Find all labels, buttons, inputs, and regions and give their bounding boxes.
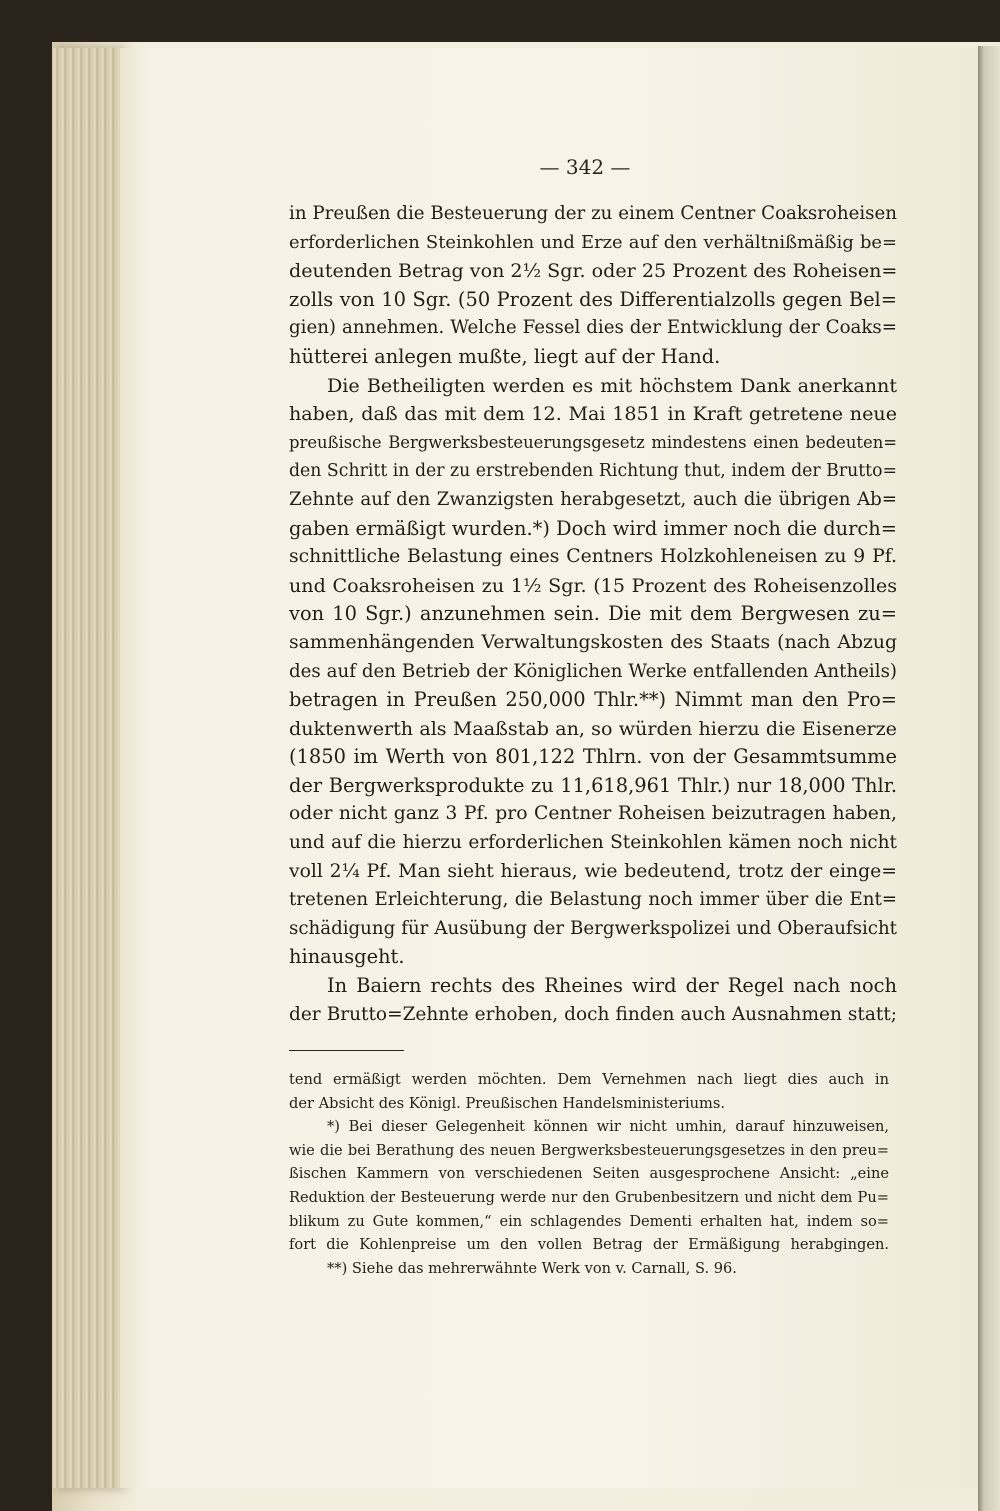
footnote-rule <box>289 1050 404 1051</box>
footnote-line: tend ermäßigt werden möchten. Dem Vernehmen nach liegt dies auch in <box>289 1071 889 1088</box>
text-line: Zehnte auf den Zwanzigsten herabgesetzt, auch die übrigen Ab= <box>289 488 897 510</box>
text-line: sammenhängenden Verwaltungskosten des Staats (nach Abzug <box>289 631 897 653</box>
footnote-line: ßischen Kammern von verschiedenen Seiten ausgesprochene Ansicht: „eine <box>289 1165 889 1183</box>
text-line: und auf die hierzu erforderlichen Steinkohlen kämen noch nicht <box>289 832 897 854</box>
footnotes <box>289 1068 889 1280</box>
text-line: Die Betheiligten werden es mit höchstem Dank anerkannt <box>327 373 897 397</box>
text-line: hinausgeht. <box>289 945 405 969</box>
text-line: von 10 Sgr.) anzunehmen sein. Die mit dem Bergwesen zu= <box>289 602 897 626</box>
footnote-line: blikum zu Gute kommen,“ ein schlagendes Dementi erhalten hat, indem so= <box>289 1212 889 1230</box>
text-line: und Coaksroheisen zu 1½ Sgr. (15 Prozent des Roheisenzolles <box>289 573 897 597</box>
text-line: In Baiern rechts des Rheines wird der Regel nach noch <box>327 974 897 998</box>
text-line: hütterei anlegen mußte, liegt auf der Hand. <box>289 344 721 368</box>
footnote-line: der Absicht des Königl. Preußischen Handelsministeriums. <box>289 1094 725 1112</box>
text-line: oder nicht ganz 3 Pf. pro Centner Roheisen beizutragen haben, <box>289 803 897 825</box>
text-line: deutenden Betrag von 2½ Sgr. oder 25 Prozent des Roheisen= <box>289 259 897 283</box>
text-line: gaben ermäßigt wurden.*) Doch wird immer noch die durch= <box>289 516 897 540</box>
text-line: tretenen Erleichterung, die Belastung noch immer über die Ent= <box>289 889 897 911</box>
text-line: zolls von 10 Sgr. (50 Prozent des Differentialzolls gegen Bel= <box>289 287 897 311</box>
text-line: schnittliche Belastung eines Centners Holzkohleneisen zu 9 Pf. <box>289 546 897 568</box>
book-gutter <box>978 46 1000 1511</box>
footnote-line: Reduktion der Besteuerung werde nur den Grubenbesitzern und nicht dem Pu= <box>289 1188 889 1206</box>
text-line: des auf den Betrieb der Königlichen Werke entfallenden Antheils) <box>289 660 897 682</box>
text-line: (1850 im Werth von 801,122 Thlrn. von der Gesammtsumme <box>289 745 897 769</box>
text-line: den Schritt in der zu erstrebenden Richtung thut, indem der Brutto= <box>289 461 897 482</box>
footnote-line: **) Siehe das mehrerwähnte Werk von v. Carnall, S. 96. <box>327 1259 737 1277</box>
text-line: erforderlichen Steinkohlen und Erze auf den verhältnißmäßig be= <box>289 231 897 253</box>
footnote-line: *) Bei dieser Gelegenheit können wir nicht umhin, darauf hinzuweisen, <box>327 1118 889 1136</box>
text-line: preußische Bergwerksbesteuerungsgesetz mindestens einen bedeuten= <box>289 432 897 452</box>
text-line: der Brutto=Zehnte erhoben, doch finden auch Ausnahmen statt; <box>289 1003 897 1025</box>
text-line: in Preußen die Besteuerung der zu einem Centner Coaksroheisen <box>289 203 897 224</box>
footnote-line: fort die Kohlenpreise um den vollen Betrag der Ermäßigung herabgingen. <box>289 1236 889 1254</box>
text-line: der Bergwerksprodukte zu 11,618,961 Thlr.) nur 18,000 Thlr. <box>289 773 897 797</box>
text-line: duktenwerth als Maaßstab an, so würden hierzu die Eisenerze <box>289 716 897 740</box>
text-line: schädigung für Ausübung der Bergwerkspolizei und Oberaufsicht <box>289 917 897 939</box>
text-line: gien) annehmen. Welche Fessel dies der Entwicklung der Coaks= <box>289 317 897 339</box>
text-line: betragen in Preußen 250,000 Thlr.**) Nimmt man den Pro= <box>289 688 897 712</box>
text-line: haben, daß das mit dem 12. Mai 1851 in Kraft getretene neue <box>289 402 897 426</box>
page-edges <box>52 48 122 1488</box>
footnote-line: wie die bei Berathung des neuen Bergwerksbesteuerungsgesetzes in den preu= <box>289 1141 889 1159</box>
main-text <box>289 200 897 1029</box>
text-line: voll 2¼ Pf. Man sieht hieraus, wie bedeutend, trotz der einge= <box>289 860 897 882</box>
page-number: — 342 — <box>539 155 631 179</box>
